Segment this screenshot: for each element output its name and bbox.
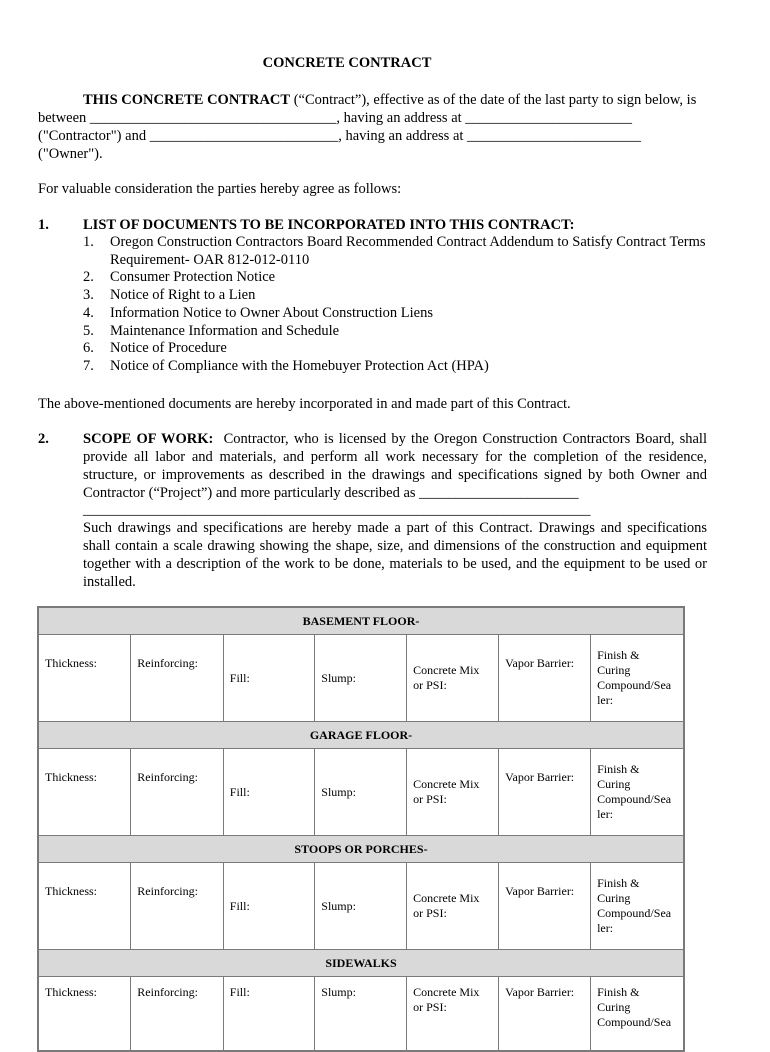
thickness-cell: Thickness: (38, 749, 131, 836)
intro-line-3: ("Contractor") and __________________________, having an address at ________________________ (38, 128, 642, 144)
table-row (38, 749, 684, 836)
vapor-barrier-cell: Vapor Barrier: (499, 635, 591, 722)
section-2-paragraph (83, 430, 707, 502)
thickness-cell: Thickness: (38, 863, 131, 950)
thickness-cell: Thickness: (38, 977, 131, 1052)
documents-list (83, 234, 735, 376)
description-blank-line: ______________________________________________________________________ (83, 502, 591, 518)
document-title: CONCRETE CONTRACT (262, 55, 432, 71)
intro-line-4: ("Owner"). (38, 146, 103, 162)
slump-cell: Slump: (315, 977, 407, 1052)
list-item: 7. Notice of Compliance with the Homebuyer Protection Act (HPA) (83, 357, 489, 374)
table-section-header: SIDEWALKS (38, 950, 684, 977)
intro-line-1 (38, 91, 728, 109)
list-item: 2. Consumer Protection Notice (83, 269, 276, 286)
list-item: 5. Maintenance Information and Schedule (83, 322, 340, 339)
reinforcing-cell: Reinforcing: (131, 749, 224, 836)
section-2-text: Contractor, who is licensed by the Oregon Construction Contractors Board, shall provide all labor and materials, and perform all work necessary for the completion of the residence, structure, or improvements as described in the drawings and specifications signed by both Owner and Contractor (“Project”) and more particularly described as ______________________ (83, 431, 707, 501)
table-section-header: BASEMENT FLOOR- (38, 607, 684, 635)
reinforcing-cell: Reinforcing: (131, 977, 224, 1052)
finish-curing-cell: Finish & Curing Compound/Sea ler: (591, 863, 684, 950)
vapor-barrier-cell: Vapor Barrier: (499, 863, 591, 950)
section-1-heading: LIST OF DOCUMENTS TO BE INCORPORATED INTO THIS CONTRACT: (83, 217, 575, 233)
intro-lead: THIS CONCRETE CONTRACT (83, 92, 291, 108)
fill-cell: Fill: (223, 749, 314, 836)
concrete-mix-cell: Concrete Mix or PSI: (407, 635, 499, 722)
list-item: 4. Information Notice to Owner About Construction Liens (83, 304, 433, 321)
vapor-barrier-cell: Vapor Barrier: (499, 977, 591, 1052)
concrete-mix-cell: Concrete Mix or PSI: (407, 749, 499, 836)
incorporation-text: The above-mentioned documents are hereby incorporated in and made part of this Contract. (38, 396, 571, 412)
intro-line-1-rest: (“Contract”), effective as of the date of the last party to sign below, is (290, 92, 697, 108)
table-section-header: GARAGE FLOOR- (38, 722, 684, 749)
section-2-text-2: Such drawings and specifications are hereby made a part of this Contract. Drawings and specifications shall contain a scale drawing showing the shape, size, and dimensions of the construction and equipment together with a description of the work to be done, materials to be used, and the equipment to be used or installed. (83, 520, 707, 590)
consideration-text: For valuable consideration the parties hereby agree as follows: (38, 181, 402, 197)
reinforcing-cell: Reinforcing: (131, 635, 224, 722)
finish-curing-cell: Finish & Curing Compound/Sea (591, 977, 684, 1052)
slump-cell: Slump: (315, 749, 407, 836)
list-item: 6. Notice of Procedure (83, 340, 227, 357)
slump-cell: Slump: (315, 863, 407, 950)
table-section-header: STOOPS OR PORCHES- (38, 836, 684, 863)
list-item: 3. Notice of Right to a Lien (83, 287, 256, 304)
fill-cell: Fill: (223, 635, 314, 722)
table-row (38, 863, 684, 950)
finish-curing-cell: Finish & Curing Compound/Sea ler: (591, 635, 684, 722)
section-1-number: 1. (38, 217, 49, 233)
vapor-barrier-cell: Vapor Barrier: (499, 749, 591, 836)
concrete-spec-table (37, 606, 685, 1052)
intro-line-2: between __________________________________, having an address at _______________________ (38, 110, 633, 126)
concrete-mix-cell: Concrete Mix or PSI: (407, 863, 499, 950)
table-row (38, 635, 684, 722)
concrete-mix-cell: Concrete Mix or PSI: (407, 977, 499, 1052)
fill-cell: Fill: (223, 977, 314, 1052)
section-2-heading: SCOPE OF WORK: (83, 431, 214, 447)
list-item: 1. Oregon Construction Contractors Board Recommended Contract Addendum to Satisfy Contract Terms Requirement- OAR 812-012-0110 (83, 234, 706, 268)
finish-curing-cell: Finish & Curing Compound/Sea ler: (591, 749, 684, 836)
thickness-cell: Thickness: (38, 635, 131, 722)
section-2-number: 2. (38, 431, 49, 447)
fill-cell: Fill: (223, 863, 314, 950)
slump-cell: Slump: (315, 635, 407, 722)
table-row (38, 977, 684, 1052)
reinforcing-cell: Reinforcing: (131, 863, 224, 950)
